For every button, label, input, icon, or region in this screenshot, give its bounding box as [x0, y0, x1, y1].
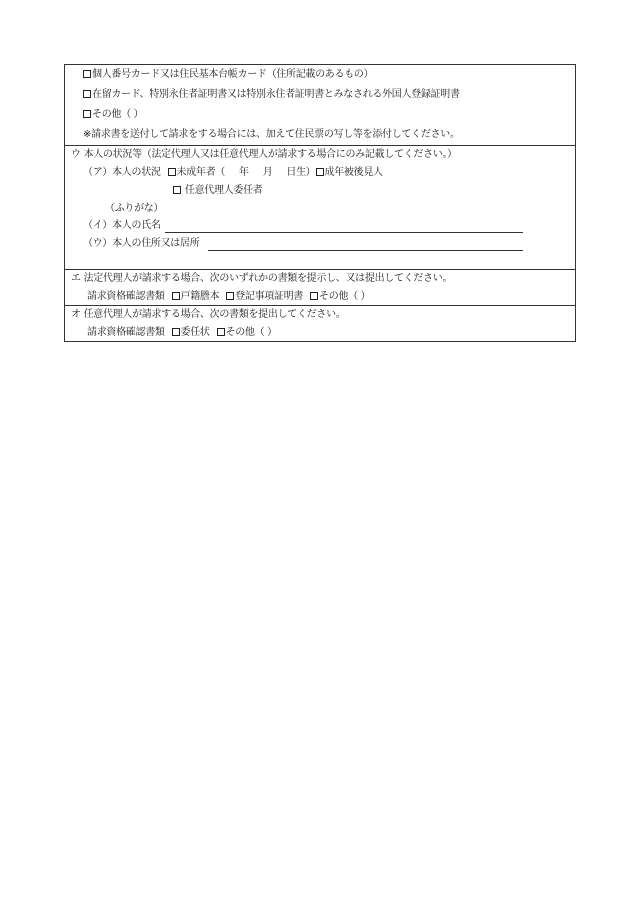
checkbox[interactable]: [316, 168, 324, 176]
principal-address-label: （ウ）本人の住所又は居所: [83, 238, 200, 249]
checkbox[interactable]: [172, 328, 180, 336]
legal-rep-docs-row: 請求資格確認書類 戸籍謄本 登記事項証明書 その他（ ）: [87, 291, 371, 302]
appointed-principal-row: 任意代理人委任者: [173, 186, 262, 196]
checkbox[interactable]: [83, 110, 91, 118]
legal-representative-section: [65, 269, 575, 305]
checkbox[interactable]: [217, 328, 225, 336]
principal-status-section: [65, 145, 575, 269]
section-e-heading: エ 法定代理人が請求する場合、次のいずれかの書類を提示し、又は提出してください。: [71, 273, 453, 284]
checkbox[interactable]: [168, 168, 176, 176]
principal-name-field[interactable]: [165, 232, 523, 233]
checkbox[interactable]: [310, 292, 318, 300]
section-u-heading: ウ 本人の状況等（法定代理人又は任意代理人が請求する場合にのみ記載してください。）: [71, 149, 457, 160]
identity-doc-residence: 在留カード、特別永住者証明書又は特別永住者証明書とみなされる外国人登録証明書: [83, 90, 460, 100]
checkbox[interactable]: [226, 292, 234, 300]
identity-doc-mynumber: 個人番号カード又は住民基本台帳カード（住所記載のあるもの）: [83, 70, 373, 80]
checkbox[interactable]: [83, 90, 91, 98]
principal-address-field[interactable]: [208, 250, 523, 251]
appointed-representative-section: [65, 305, 575, 341]
principal-name-label: （イ）本人の氏名: [83, 220, 161, 231]
checkbox[interactable]: [83, 70, 91, 78]
section-o-heading: オ 任意代理人が請求する場合、次の書類を提出してください。: [71, 309, 346, 320]
appointed-rep-docs-row: 請求資格確認書類 委任状 その他（ ）: [87, 327, 277, 338]
principal-status-row: （ア）本人の状況 未成年者（ 年 月 日生） 成年被後見人: [83, 167, 383, 178]
furigana-label: （ふりがな）: [105, 203, 164, 214]
checkbox[interactable]: [172, 292, 180, 300]
checkbox[interactable]: [173, 186, 181, 194]
identity-doc-other: その他（ ）: [83, 110, 143, 120]
identity-doc-note: ※請求書を送付して請求をする場合には、加えて住民票の写し等を添付してください。: [83, 129, 460, 140]
identity-documents-section: [65, 65, 575, 145]
request-form-continuation: [64, 64, 576, 342]
